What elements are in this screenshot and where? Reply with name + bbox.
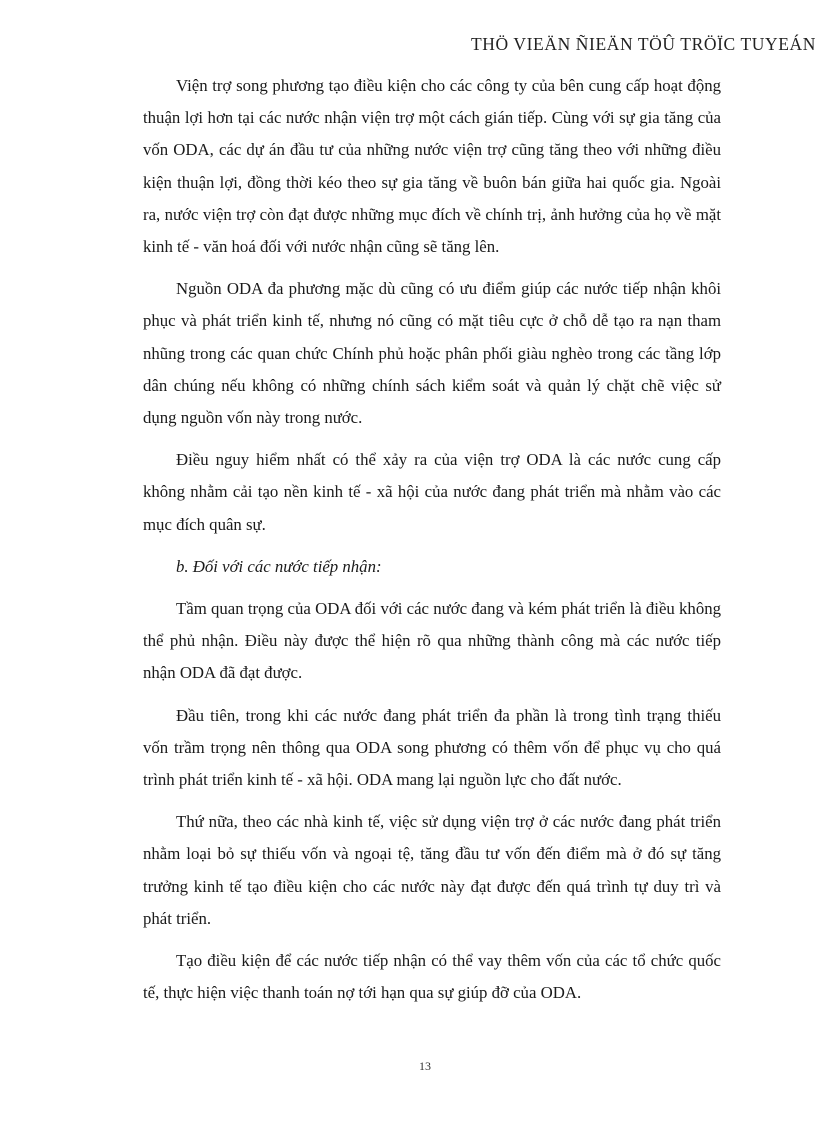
paragraph-oda-importance: Tầm quan trọng của ODA đối với các nước đang và kém phát triển là điều không thể phủ nhận. Điều này được thể hiện rõ qua những thành công mà các nước tiếp nhận ODA đã đạt được. — [143, 599, 721, 683]
subheading-recipient-countries: b. Đối với các nước tiếp nhận: — [176, 556, 382, 576]
paragraph-first-benefit: Đầu tiên, trong khi các nước đang phát triển đa phần là trong tình trạng thiếu vốn trầm trọng nên thông qua ODA song phương có thêm vốn để phục vụ cho quá trình phát triển kinh tế - xã hội. ODA mang lại nguồn lực cho đất nước. — [143, 705, 721, 790]
paragraph-third-benefit: Tạo điều kiện để các nước tiếp nhận có thể vay thêm vốn của các tổ chức quốc tế, thực hiện việc thanh toán nợ tới hạn qua sự giúp đỡ của ODA. — [143, 951, 721, 1003]
running-header: THÖ VIEÄN ÑIEÄN TÖÛ TRÖÏC TUYEÁN — [470, 34, 816, 54]
document-body — [143, 70, 721, 1019]
page-number: 13 — [419, 1059, 431, 1073]
paragraph-second-benefit: Thứ nữa, theo các nhà kinh tế, việc sử dụng viện trợ ở các nước đang phát triển nhằm loại bỏ sự thiếu vốn và ngoại tệ, tăng đầu tư vốn đến điểm mà ở đó sự tăng trưởng kinh tế tạo điều kiện cho các nước này đạt được đến quá trình tự duy trì và phát triển. — [143, 812, 721, 928]
paragraph-multilateral-oda: Nguồn ODA đa phương mặc dù cũng có ưu điểm giúp các nước tiếp nhận khôi phục và phát triển kinh tế, nhưng nó cũng có mặt tiêu cực ở chỗ dễ tạo ra nạn tham nhũng trong các quan chức Chính phủ hoặc phân phối giàu nghèo trong các tầng lớp dân chúng nếu không có những chính sách kiểm soát và quản lý chặt chẽ việc sử dụng nguồn vốn này trong nước. — [143, 279, 721, 428]
paragraph-oda-danger: Điều nguy hiểm nhất có thể xảy ra của viện trợ ODA là các nước cung cấp không nhằm cải tạo nền kinh tế - xã hội của nước đang phát triển mà nhằm vào các mục đích quân sự. — [143, 450, 721, 534]
paragraph-bilateral-aid: Viện trợ song phương tạo điều kiện cho các công ty của bên cung cấp hoạt động thuận lợi hơn tại các nước nhận viện trợ một cách gián tiếp. Cùng với sự gia tăng của vốn ODA, các dự án đầu tư của những nước viện trợ cũng tăng theo với những điều kiện thuận lợi, đồng thời kéo theo sự gia tăng về buôn bán giữa hai quốc gia. Ngoài ra, nước viện trợ còn đạt được những mục đích về chính trị, ảnh hưởng của họ về mặt kinh tế - văn hoá đối với nước nhận cũng sẽ tăng lên. — [143, 76, 721, 257]
